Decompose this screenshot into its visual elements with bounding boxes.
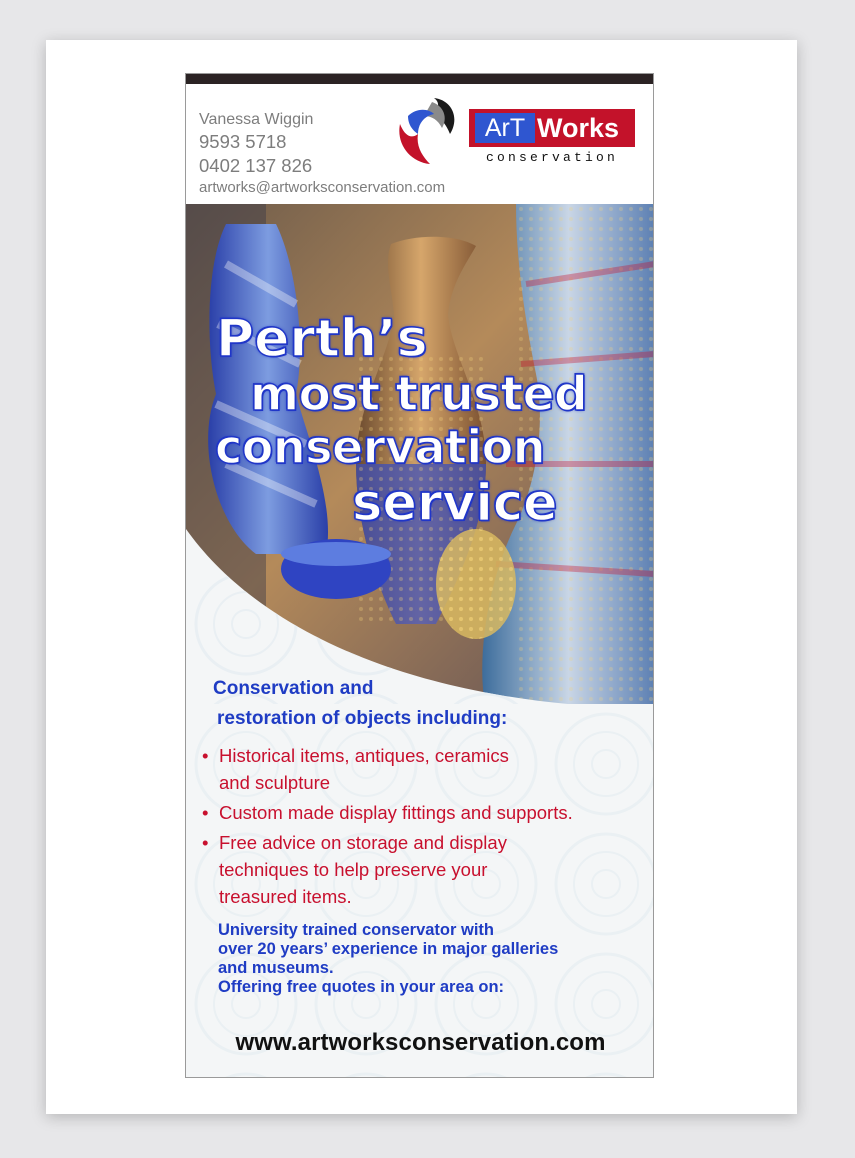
advertisement [185,73,654,1078]
logo-subtitle: conservation [485,150,618,165]
intro-line-1: Conservation and [213,678,374,699]
headline-line-3: conservation [215,420,546,474]
bullet-icon: • [202,745,209,766]
credentials-line-2: over 20 years’ experience in major galleries [218,940,559,958]
list-item [200,829,650,910]
headline-line-1: Perth’s [216,309,428,369]
logo-art-text: ArT [475,113,535,143]
list-item [200,742,650,796]
top-strip [186,74,653,84]
service-list [200,742,650,913]
bullet-icon: • [202,832,209,853]
headline-line-2: most trusted [250,367,588,422]
list-item-line: Custom made display fittings and supports. [219,802,573,823]
list-item-line: and sculpture [219,772,331,793]
intro-line-2: restoration of objects including: [217,708,508,729]
contact-name: Vanessa Wiggin [199,111,314,128]
logo-swirl-icon [394,94,458,168]
contact-phone-1: 9593 5718 [199,131,287,152]
headline-line-4: service [352,474,558,533]
list-item-line: Free advice on storage and display [219,832,507,853]
website-link[interactable]: www.artworksconservation.com [235,1029,606,1056]
list-item-line: Historical items, antiques, ceramics [219,745,509,766]
logo-wordmark [469,109,635,147]
credentials-line-3: and museums. [218,959,334,977]
logo-works-text: Works [537,113,620,143]
credentials-line-4: Offering free quotes in your area on: [218,978,505,996]
bullet-icon: • [202,802,209,823]
headline [186,309,654,549]
contact-phone-2: 0402 137 826 [199,155,313,176]
list-item-line: techniques to help preserve your [219,859,488,880]
list-item [200,799,650,826]
credentials-text [218,921,648,997]
credentials-line-1: University trained conservator with [218,921,494,939]
list-item-line: treasured items. [219,886,352,907]
contact-email: artworks@artworksconservation.com [199,179,446,196]
